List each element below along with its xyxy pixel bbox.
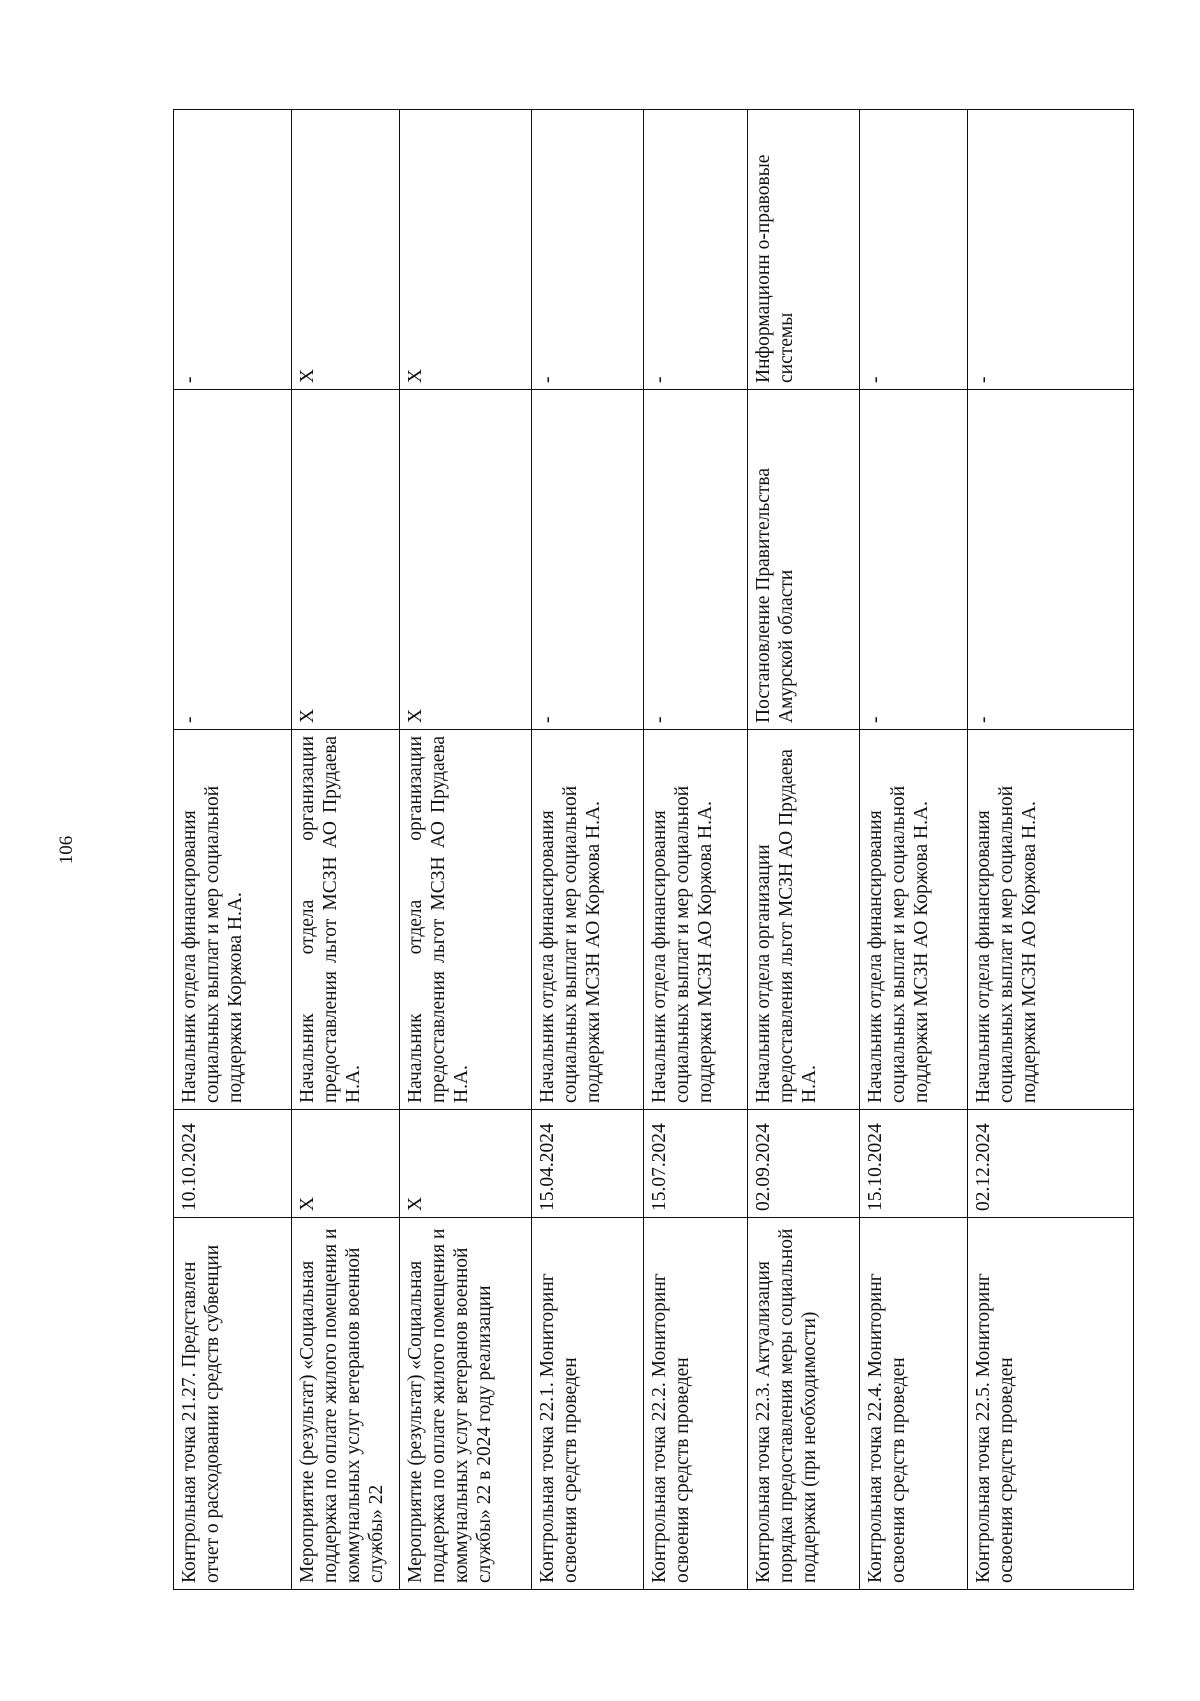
cell-document: Постановление Правительства Амурской области — [748, 390, 860, 730]
cell-system: - — [174, 110, 292, 390]
cell-system: Информационн о-правовые системы — [748, 110, 860, 390]
cell-name: Контрольная точка 21.27. Представлен отчет о расходовании средств субвенции — [174, 1218, 292, 1590]
cell-responsible: Начальник отдела организации предоставления льгот МСЗН АО Прудаева Н.А. — [292, 730, 400, 1110]
cell-date: X — [400, 1110, 532, 1218]
table-row — [400, 110, 532, 1590]
control-points-table — [173, 109, 1134, 1590]
cell-name: Мероприятие (результат) «Социальная поддержка по оплате жилого помещения и коммунальных услуг ветеранов военной службы» 22 в 2024 году реализации — [400, 1218, 532, 1590]
cell-responsible: Начальник отдела финансирования социальных выплат и мер социальной поддержки Коржова Н.А. — [174, 730, 292, 1110]
cell-date: 02.12.2024 — [968, 1110, 1134, 1218]
cell-date: 15.07.2024 — [644, 1110, 748, 1218]
cell-system: - — [968, 110, 1134, 390]
cell-name: Контрольная точка 22.1. Мониторинг освоения средств проведен — [532, 1218, 644, 1590]
table-row — [860, 110, 968, 1590]
cell-system: - — [860, 110, 968, 390]
cell-document: - — [174, 390, 292, 730]
table-row — [644, 110, 748, 1590]
cell-name: Мероприятие (результат) «Социальная поддержка по оплате жилого помещения и коммунальных услуг ветеранов военной службы» 22 — [292, 1218, 400, 1590]
cell-date: 02.09.2024 — [748, 1110, 860, 1218]
cell-date: 10.10.2024 — [174, 1110, 292, 1218]
cell-name: Контрольная точка 22.4. Мониторинг освоения средств проведен — [860, 1218, 968, 1590]
table-row — [292, 110, 400, 1590]
cell-system: - — [532, 110, 644, 390]
table-row — [968, 110, 1134, 1590]
cell-system: X — [400, 110, 532, 390]
cell-document: - — [860, 390, 968, 730]
cell-name: Контрольная точка 22.3. Актуализация порядка предоставления меры социальной поддержки (при необходимости) — [748, 1218, 860, 1590]
cell-document: - — [644, 390, 748, 730]
cell-responsible: Начальник отдела организации предоставления льгот МСЗН АО Прудаева Н.А. — [748, 730, 860, 1110]
cell-system: X — [292, 110, 400, 390]
cell-date: 15.04.2024 — [532, 1110, 644, 1218]
table-row — [174, 110, 292, 1590]
table-row — [532, 110, 644, 1590]
cell-date: 15.10.2024 — [860, 1110, 968, 1218]
cell-responsible: Начальник отдела организации предоставления льгот МСЗН АО Прудаева Н.А. — [400, 730, 532, 1110]
cell-date: X — [292, 1110, 400, 1218]
page-number: 106 — [56, 835, 77, 865]
cell-responsible: Начальник отдела финансирования социальных выплат и мер социальной поддержки МСЗН АО Коржова Н.А. — [860, 730, 968, 1110]
cell-responsible: Начальник отдела финансирования социальных выплат и мер социальной поддержки МСЗН АО Коржова Н.А. — [644, 730, 748, 1110]
cell-system: - — [644, 110, 748, 390]
rotated-table-container — [173, 110, 1133, 1590]
cell-document: X — [400, 390, 532, 730]
cell-name: Контрольная точка 22.2. Мониторинг освоения средств проведен — [644, 1218, 748, 1590]
cell-name: Контрольная точка 22.5. Мониторинг освоения средств проведен — [968, 1218, 1134, 1590]
cell-document: - — [968, 390, 1134, 730]
cell-responsible: Начальник отдела финансирования социальных выплат и мер социальной поддержки МСЗН АО Коржова Н.А. — [532, 730, 644, 1110]
cell-document: X — [292, 390, 400, 730]
cell-document: - — [532, 390, 644, 730]
cell-responsible: Начальник отдела финансирования социальных выплат и мер социальной поддержки МСЗН АО Коржова Н.А. — [968, 730, 1134, 1110]
table-row — [748, 110, 860, 1590]
